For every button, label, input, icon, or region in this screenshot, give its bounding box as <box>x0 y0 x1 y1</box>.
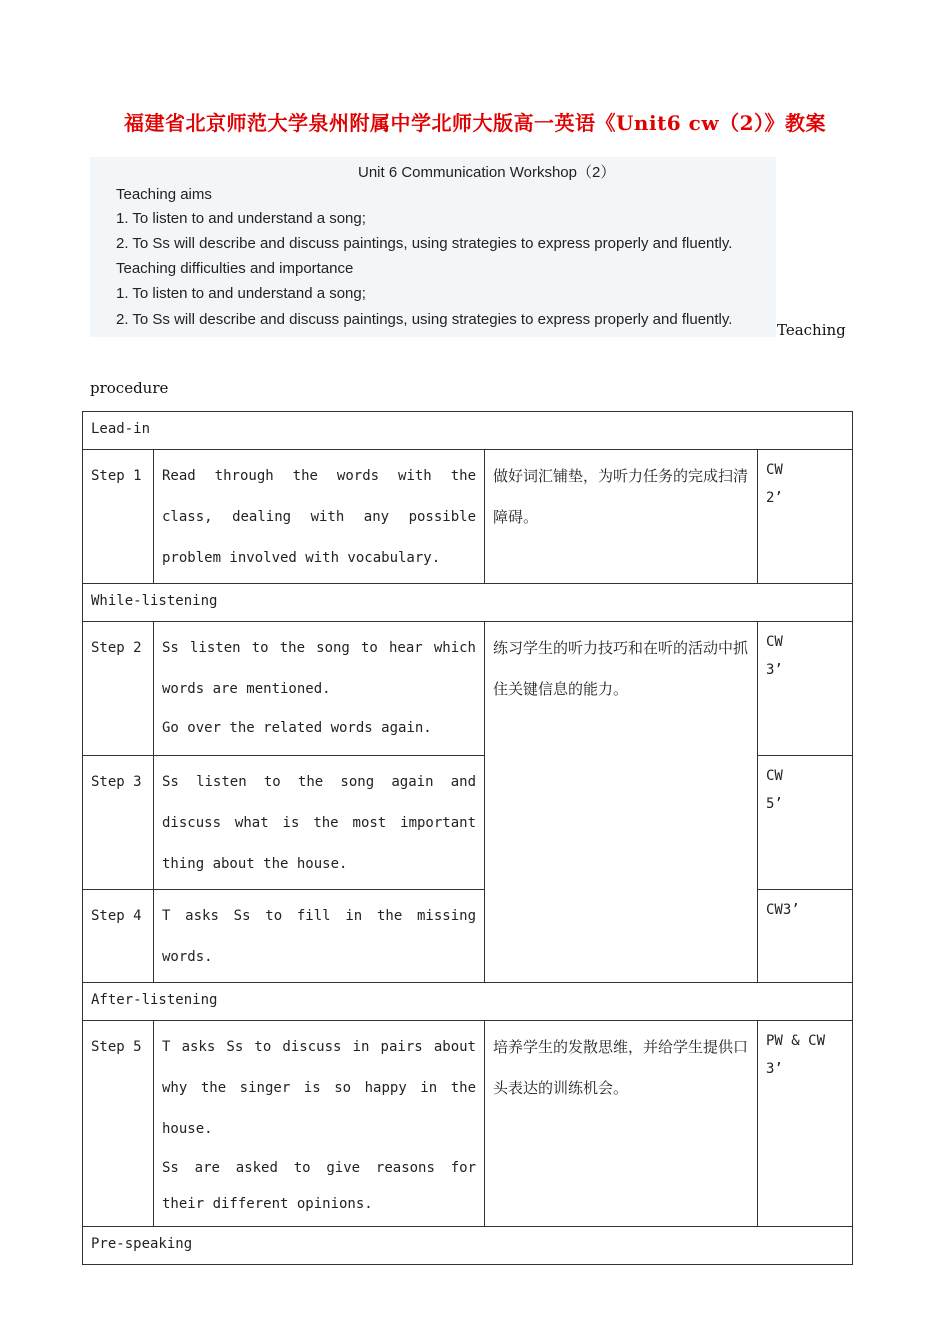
step-time: 2’ <box>766 490 783 506</box>
section-while-listening: While-listening <box>83 584 853 622</box>
step-activity-extra: Ss are asked to give reasons for their different opinions. <box>162 1160 476 1212</box>
step-mode-cell <box>758 756 853 890</box>
step-mode: CW <box>766 768 783 784</box>
step-mode: CW <box>766 634 783 650</box>
procedure-table <box>82 411 853 1265</box>
step-mode: PW & CW <box>766 1033 826 1049</box>
step-activity: T asks Ss to fill in the missing words. <box>154 890 485 983</box>
step-time: 3’ <box>766 1061 783 1077</box>
step-mode: CW <box>766 462 783 478</box>
table-row <box>83 450 853 584</box>
step-label: Step 1 <box>83 450 154 584</box>
step-label: Step 5 <box>83 1021 154 1227</box>
step-time: 5’ <box>766 796 783 812</box>
step-activity: Ss listen to the song to hear which words are mentioned. <box>162 640 476 697</box>
table-row <box>83 622 853 756</box>
section-lead-in: Lead-in <box>83 412 853 450</box>
section-after-listening: After-listening <box>83 983 853 1021</box>
step-activity: Read through the words with the class, dealing with any possible problem involved with vocabulary. <box>154 450 485 584</box>
section-pre-speaking: Pre-speaking <box>83 1227 853 1265</box>
step-label: Step 4 <box>83 890 154 983</box>
step-activity-extra: Go over the related words again. <box>162 720 432 736</box>
step-activity: T asks Ss to discuss in pairs about why the singer is so happy in the house. <box>162 1039 476 1137</box>
procedure-label: procedure <box>90 379 169 397</box>
step-mode-cell <box>758 450 853 584</box>
step-activity: Ss listen to the song again and discuss what is the most important thing about the house. <box>154 756 485 890</box>
image-line-teaching-aims: Teaching aims <box>116 186 212 203</box>
step-mode-cell <box>758 1021 853 1227</box>
document-title: 福建省北京师范大学泉州附属中学北师大版高一英语《Unit6 cw（2）》教案 <box>123 111 826 135</box>
step-activity-cell <box>154 1021 485 1227</box>
image-line-difficulties: Teaching difficulties and importance <box>116 260 354 277</box>
table-row <box>83 1021 853 1227</box>
step-mode-cell <box>758 622 853 756</box>
step-label: Step 3 <box>83 756 154 890</box>
image-heading: Unit 6 Communication Workshop（2） <box>358 164 616 181</box>
section-row <box>83 584 853 622</box>
teaching-label: Teaching <box>777 321 846 339</box>
step-purpose: 培养学生的发散思维，并给学生提供口头表达的训练机会。 <box>485 1021 758 1227</box>
image-line-aim-1: 1. To listen to and understand a song; <box>116 210 366 227</box>
step-time: 3’ <box>766 662 783 678</box>
section-row <box>83 1227 853 1265</box>
image-line-difficulty-1: 1. To listen to and understand a song; <box>116 285 366 302</box>
step-mode: CW3’ <box>758 890 853 983</box>
step-purpose: 做好词汇铺垫，为听力任务的完成扫清障碍。 <box>485 450 758 584</box>
section-row <box>83 412 853 450</box>
image-line-difficulty-2: 2. To Ss will describe and discuss paintings, using strategies to express properly and fluently. <box>116 311 733 328</box>
step-label: Step 2 <box>83 622 154 756</box>
section-row <box>83 983 853 1021</box>
step-activity-cell <box>154 622 485 756</box>
step-purpose: 练习学生的听力技巧和在听的活动中抓住关键信息的能力。 <box>485 622 758 983</box>
image-line-aim-2: 2. To Ss will describe and discuss paintings, using strategies to express properly and fluently. <box>116 235 733 252</box>
